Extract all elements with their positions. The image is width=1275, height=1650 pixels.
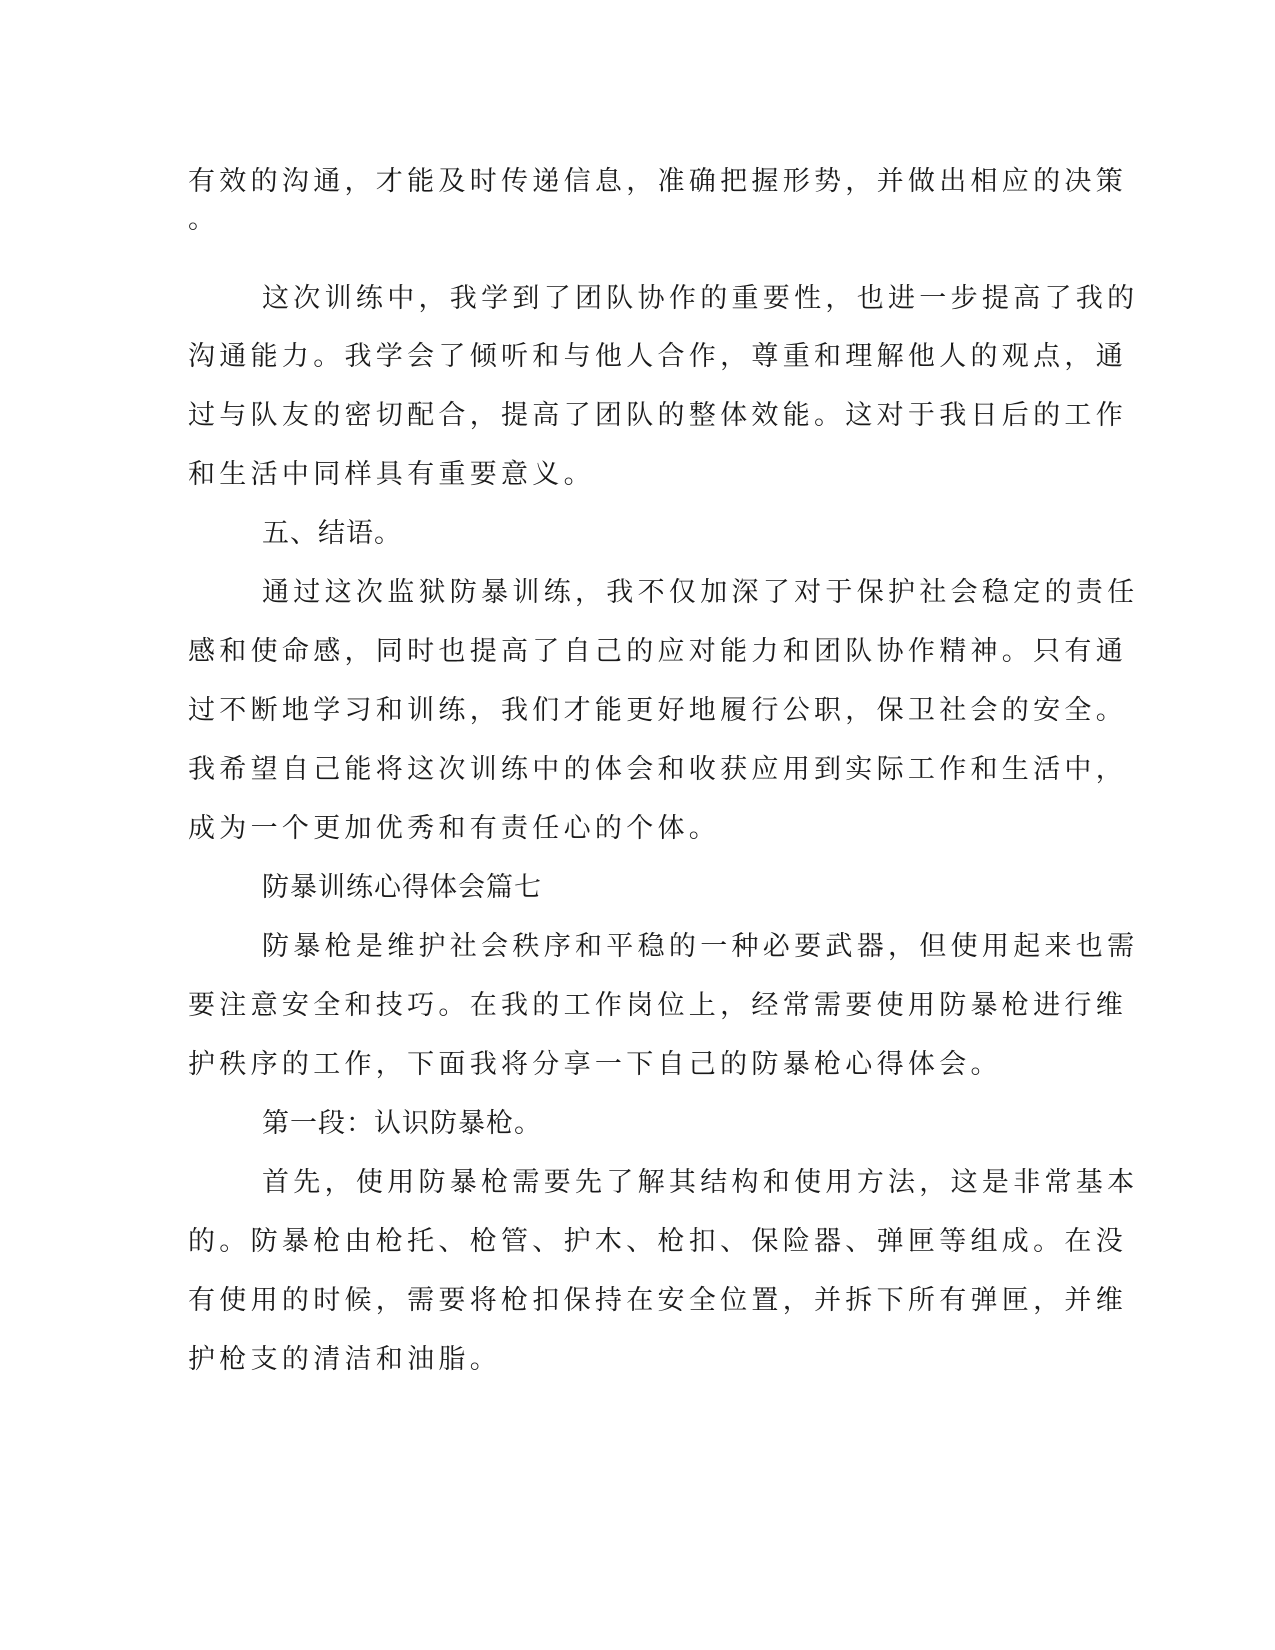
paragraph-first-line: 这次训练中，我学到了团队协作的重要性，也进一步提高了我的 [262, 283, 1139, 314]
text-line: 护枪支的清洁和油脂。 [188, 1344, 501, 1375]
section-heading: 第一段：认识防暴枪。 [262, 1108, 542, 1139]
text-line: 要注意安全和技巧。在我的工作岗位上，经常需要使用防暴枪进行维 [188, 990, 1127, 1021]
paragraph-first-line: 首先，使用防暴枪需要先了解其结构和使用方法，这是非常基本 [262, 1167, 1139, 1198]
text-line: 我希望自己能将这次训练中的体会和收获应用到实际工作和生活中， [188, 754, 1127, 785]
text-line: 成为一个更加优秀和有责任心的个体。 [188, 813, 721, 844]
text-line: 沟通能力。我学会了倾听和与他人合作，尊重和理解他人的观点，通 [188, 341, 1127, 372]
paragraph-first-line: 通过这次监狱防暴训练，我不仅加深了对于保护社会稳定的责任 [262, 577, 1139, 608]
section-heading: 五、结语。 [262, 518, 402, 549]
text-line: 的。防暴枪由枪托、枪管、护木、枪扣、保险器、弹匣等组成。在没 [188, 1226, 1127, 1257]
paragraph-first-line: 防暴枪是维护社会秩序和平稳的一种必要武器，但使用起来也需 [262, 931, 1139, 962]
text-line: 有使用的时候，需要将枪扣保持在安全位置，并拆下所有弹匣，并维 [188, 1285, 1127, 1316]
text-line: 感和使命感，同时也提高了自己的应对能力和团队协作精神。只有通 [188, 636, 1127, 667]
text-line: 有效的沟通，才能及时传递信息，准确把握形势，并做出相应的决策 [188, 166, 1127, 197]
text-line: 护秩序的工作，下面我将分享一下自己的防暴枪心得体会。 [188, 1049, 1002, 1080]
text-line: 过与队友的密切配合，提高了团队的整体效能。这对于我日后的工作 [188, 400, 1127, 431]
text-line: 过不断地学习和训练，我们才能更好地履行公职，保卫社会的安全。 [188, 695, 1127, 726]
article-title: 防暴训练心得体会篇七 [262, 872, 542, 903]
text-line: 和生活中同样具有重要意义。 [188, 459, 595, 490]
text-line: 。 [188, 204, 220, 235]
